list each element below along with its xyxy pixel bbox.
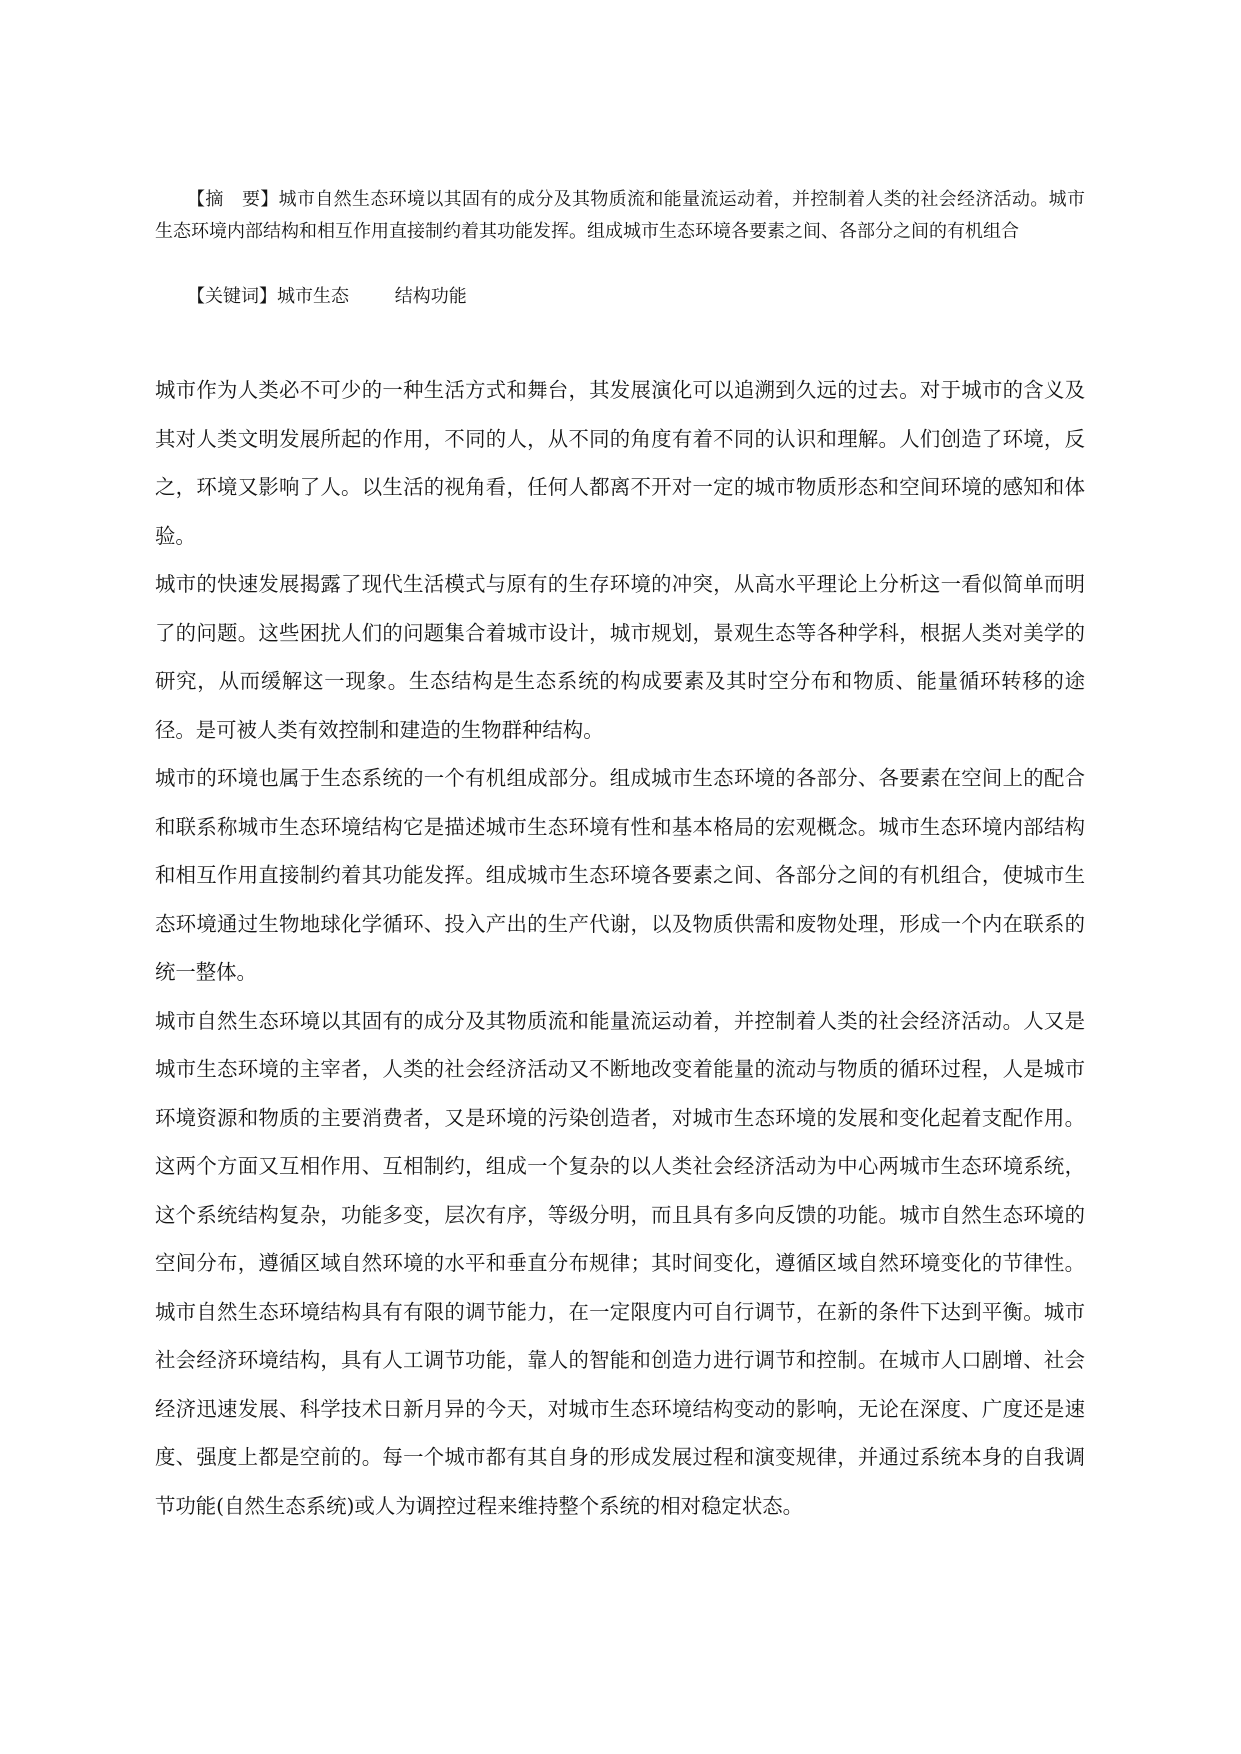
keywords (155, 283, 1085, 311)
paragraph: 城市自然生态环境以其固有的成分及其物质流和能量流运动着，并控制着人类的社会经济活动。人又是城市生态环境的主宰者，人类的社会经济活动又不断地改变着能量的流动与物质的循环过程，人是城市环境资源和物质的主要消费者，又是环境的污染创造者，对城市生态环境的发展和变化起着支配作用。这两个方面又互相作用、互相制约，组成一个复杂的以人类社会经济活动为中心两城市生态环境系统，这个系统结构复杂，功能多变，层次有序，等级分明，而且具有多向反馈的功能。城市自然生态环境的空间分布，遵循区域自然环境的水平和垂直分布规律；其时间变化，遵循区域自然环境变化的节律性。城市自然生态环境结构具有有限的调节能力，在一定限度内可自行调节，在新的条件下达到平衡。城市社会经济环境结构，具有人工调节功能，靠人的智能和创造力进行调节和控制。在城市人口剧增、社会经济迅速发展、科学技术日新月异的今天，对城市生态环境结构变动的影响，无论在深度、广度还是速度、强度上都是空前的。每一个城市都有其自身的形成发展过程和演变规律，并通过系统本身的自我调节功能(自然生态系统)或人为调控过程来维持整个系统的相对稳定状态。 (155, 1008, 1085, 1518)
paragraph: 城市的环境也属于生态系统的一个有机组成部分。组成城市生态环境的各部分、各要素在空间上的配合和联系称城市生态环境结构它是描述城市生态环境有性和基本格局的宏观概念。城市生态环境内部结构和相互作用直接制约着其功能发挥。组成城市生态环境各要素之间、各部分之间的有机组合，使城市生态环境通过生物地球化学循环、投入产出的生产代谢，以及物质供需和废物处理，形成一个内在联系的统一整体。 (155, 766, 1085, 984)
keywords-label: 【关键词】 (187, 286, 277, 307)
body-text (155, 366, 1085, 1530)
abstract-text: 城市自然生态环境以其固有的成分及其物质流和能量流运动着，并控制着人类的社会经济活动。城市生态环境内部结构和相互作用直接制约着其功能发挥。组成城市生态环境各要素之间、各部分之间的有机组合 (155, 189, 1086, 242)
abstract-label: 【摘 要】 (187, 189, 279, 210)
abstract (155, 184, 1085, 248)
paragraph: 城市的快速发展揭露了现代生活模式与原有的生存环境的冲突，从高水平理论上分析这一看似简单而明了的问题。这些困扰人们的问题集合着城市设计，城市规划，景观生态等各种学科，根据人类对美学的研究，从而缓解这一现象。生态结构是生态系统的构成要素及其时空分布和物质、能量循环转移的途径。是可被人类有效控制和建造的生物群种结构。 (155, 572, 1085, 742)
paragraph: 城市作为人类必不可少的一种生活方式和舞台，其发展演化可以追溯到久远的过去。对于城市的含义及其对人类文明发展所起的作用，不同的人，从不同的角度有着不同的认识和理解。人们创造了环境，反之，环境又影响了人。以生活的视角看，任何人都离不开对一定的城市物质形态和空间环境的感知和体验。 (155, 378, 1085, 548)
keywords-terms: 城市生态 结构功能 (277, 286, 467, 307)
